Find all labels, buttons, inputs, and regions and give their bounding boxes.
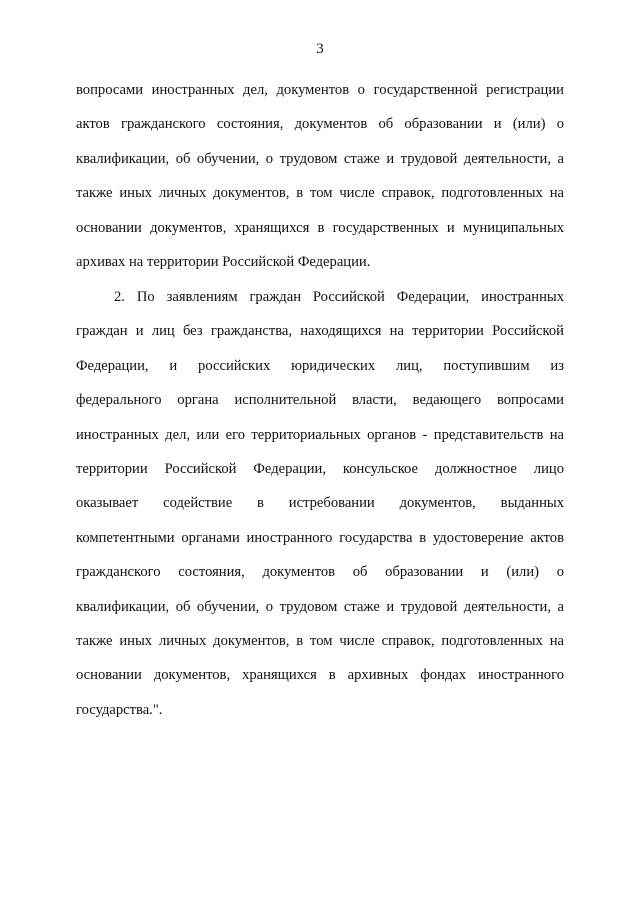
text-line: основании документов, хранящихся в государственных и муниципальных <box>76 219 564 236</box>
text-line: компетентными органами иностранного государства в удостоверение актов <box>76 529 564 546</box>
text-line: также иных личных документов, в том числе справок, подготовленных на <box>76 632 564 649</box>
text-line: основании документов, хранящихся в архивных фондах иностранного <box>76 667 564 684</box>
text-line: гражданского состояния, документов об образовании и (или) о <box>76 564 564 581</box>
text-line: архивах на территории Российской Федерации. <box>76 253 371 270</box>
text-line: Федерации, и российских юридических лиц, поступившим из <box>76 357 564 374</box>
text-line: граждан и лиц без гражданства, находящихся на территории Российской <box>76 323 564 340</box>
text-line: государства.". <box>76 701 163 718</box>
paragraph-1 <box>76 73 564 279</box>
page-number: 3 <box>316 41 324 57</box>
text-line: квалификации, об обучении, о трудовом стаже и трудовой деятельности, а <box>76 598 564 615</box>
text-line: федерального органа исполнительной власти, ведающего вопросами <box>76 392 564 409</box>
text-line: оказывает содействие в истребовании документов, выданных <box>76 495 564 512</box>
text-line: квалификации, об обучении, о трудовом стаже и трудовой деятельности, а <box>76 150 564 167</box>
text-line: территории Российской Федерации, консульское должностное лицо <box>76 460 564 477</box>
text-line: вопросами иностранных дел, документов о государственной регистрации <box>76 82 564 98</box>
paragraph-2 <box>76 280 564 727</box>
text-line: иностранных дел, или его территориальных органов - представительств на <box>76 426 564 443</box>
text-line: также иных личных документов, в том числе справок, подготовленных на <box>76 185 564 202</box>
text-line: актов гражданского состояния, документов об образовании и (или) о <box>76 116 564 133</box>
text-line: 2. По заявлениям граждан Российской Федерации, иностранных <box>114 289 564 305</box>
